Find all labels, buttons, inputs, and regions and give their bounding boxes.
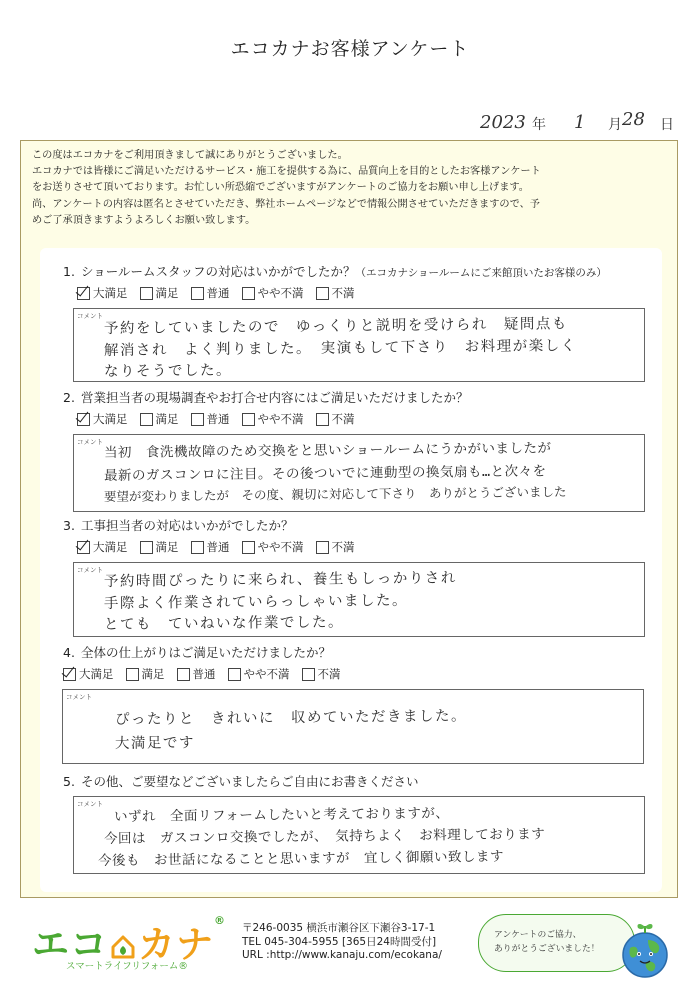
question-text: 営業担当者の現場調査やお打合せ内容にはご満足いただけましたか？ [80,390,469,405]
option-label: 大満足 [93,412,128,426]
logo-text-part1: エコ [32,923,108,966]
question-number: 3. [63,518,75,533]
comment-line: 今後も お世話になることと思いますが 宜しく御願い致します [97,848,505,869]
checkbox[interactable] [191,541,204,554]
question-2 [63,388,468,406]
comment-label: コメント [77,800,103,808]
comment-box-4[interactable] [62,689,644,764]
option-label: 満足 [155,412,179,426]
option-label: 普通 [206,412,230,426]
checkbox[interactable] [242,287,255,300]
option-label: 普通 [206,286,230,300]
date-month: 1 [574,112,586,133]
option-satisfied[interactable] [140,285,179,301]
date-month-unit: 月 [608,117,622,133]
option-label: 不満 [331,412,355,426]
company-address [242,922,442,963]
comment-line: 手際よく作業されていらっしゃいました。 [103,592,409,612]
intro-line: この度はエコカナをご利用頂きまして誠にありがとうございました。 [32,150,348,161]
comment-label: コメント [66,693,92,701]
date-day: 28 [622,109,645,130]
phone-line: TEL 045-304-5955 [365日24時間受付] [242,935,437,948]
question-number: 2. [63,390,75,405]
comment-box-5[interactable] [73,796,645,874]
logo-tagline: スマートライフリフォーム® [66,961,188,972]
checkbox[interactable] [140,287,153,300]
option-neutral[interactable] [177,666,216,682]
option-label: 不満 [331,286,355,300]
option-satisfied[interactable] [126,666,165,682]
question-number: 1. [63,264,75,279]
logo-registered-mark: ® [214,914,226,927]
house-icon [110,934,136,960]
rating-options-4 [63,666,341,682]
comment-line: 大満足です [114,735,196,752]
checkbox-checked[interactable] [63,668,76,681]
checkbox[interactable] [140,413,153,426]
intro-line: をお送りさせて頂いております。お忙しい所恐縮でございますがアンケートのご協力をお願い申し上げます。 [32,182,529,194]
page-title: エコカナお客様アンケート [230,38,470,60]
comment-line: 要望が変わりましたが その度、親切に対応して下さり ありがとうございました [103,484,567,504]
rating-options-1 [77,285,355,301]
option-somewhat-dissatisfied[interactable] [242,411,304,427]
option-label: やや不満 [257,540,304,554]
question-5 [63,772,418,790]
checkbox[interactable] [242,413,255,426]
checkbox-checked[interactable] [77,541,90,554]
intro-line: 尚、アンケートの内容は匿名とさせていただき、弊社ホームページなどで情報公開させていただきますので、予 [32,198,540,210]
comment-line: 今回は ガスコンロ交換でしたが、 気持ちよく お料理しております [103,826,546,847]
checkbox[interactable] [191,287,204,300]
intro-line: エコカナでは皆様にご満足いただけるサービス・施工を提供する為に、品質向上を目的としたお客様アンケート [32,166,541,178]
comment-label: コメント [77,438,103,446]
question-note: （エコカナショールームにご来館頂いたお客様のみ） [355,267,607,279]
thanks-line: アンケートのご協力、 [494,930,582,940]
question-1 [63,262,607,280]
comment-line: 最新のガスコンロに注目。その後ついでに連動型の換気扇も…と次々を [103,463,547,484]
checkbox[interactable] [316,287,329,300]
url-line[interactable]: URL :http://www.kanaju.com/ecokana/ [242,949,442,961]
comment-line: 予約時間ぴったりに来られ、養生もしっかりされ [103,570,457,590]
question-number: 4. [63,645,75,660]
question-3 [63,516,293,534]
option-neutral[interactable] [191,539,230,555]
option-dissatisfied[interactable] [316,411,355,427]
company-logo [32,914,232,974]
thanks-line: ありがとうございました！ [494,944,600,954]
checkbox[interactable] [140,541,153,554]
option-very-satisfied[interactable] [77,285,128,301]
option-somewhat-dissatisfied[interactable] [242,539,304,555]
option-label: やや不満 [243,667,290,681]
rating-options-3 [77,539,355,555]
option-label: 大満足 [93,540,128,554]
checkbox-checked[interactable] [77,287,90,300]
option-label: 満足 [155,540,179,554]
option-label: 満足 [155,286,179,300]
checkbox[interactable] [242,541,255,554]
comment-line: 解消され よく判りました。 実演もして下さり お料理が楽しく [103,338,577,359]
comment-line: 予約をしていましたので ゆっくりと説明を受けられ 疑問点も [103,316,568,337]
date-year: 2023 [480,112,526,133]
comment-label: コメント [77,312,103,320]
date-year-unit: 年 [532,117,546,133]
checkbox-checked[interactable] [77,413,90,426]
option-dissatisfied[interactable] [316,285,355,301]
comment-line: いずれ 全面リフォームしたいと考えておりますが、 [113,805,450,825]
checkbox[interactable] [191,413,204,426]
checkbox[interactable] [316,413,329,426]
comment-box-1[interactable] [73,308,645,382]
option-dissatisfied[interactable] [302,666,341,682]
option-neutral[interactable] [191,285,230,301]
option-label: やや不満 [257,412,304,426]
question-4 [63,643,331,661]
intro-line: めご了承頂きますようよろしくお願い致します。 [32,214,256,226]
option-neutral[interactable] [191,411,230,427]
option-satisfied[interactable] [140,539,179,555]
option-label: 不満 [317,667,341,681]
rating-options-2 [77,411,355,427]
comment-line: とても ていねいな作業でした。 [103,614,345,633]
question-text: 全体の仕上がりはご満足いただけましたか？ [80,645,331,660]
option-dissatisfied[interactable] [316,539,355,555]
comment-box-3[interactable] [73,562,645,637]
question-text: ショールームスタッフの対応はいかがでしたか？ [80,264,356,279]
address-line: 〒246-0035 横浜市瀬谷区下瀬谷3-17-1 [242,922,436,934]
option-label: やや不満 [257,286,304,300]
comment-label: コメント [77,566,103,574]
checkbox[interactable] [316,541,329,554]
option-satisfied[interactable] [140,411,179,427]
option-very-satisfied[interactable] [77,411,128,427]
option-label: 大満足 [79,667,114,681]
option-very-satisfied[interactable] [77,539,128,555]
option-label: 普通 [192,667,216,681]
logo-text-part2: カナ [138,923,214,966]
date-day-unit: 日 [660,117,674,133]
option-label: 不満 [331,540,355,554]
question-text: その他、ご要望などございましたらご自由にお書きください [80,774,419,789]
option-label: 満足 [141,667,165,681]
comment-line: ぴったりと きれいに 収めていただきました。 [114,708,468,728]
checkbox[interactable] [126,668,139,681]
date-line [470,109,680,134]
comment-line: 当初 食洗機故障のため交換をと思いショールームにうかがいましたが [103,440,552,461]
option-somewhat-dissatisfied[interactable] [228,666,290,682]
thanks-text [494,928,600,956]
option-very-satisfied[interactable] [63,666,114,682]
comment-line: なりそうでした。 [103,362,233,380]
checkbox[interactable] [177,668,190,681]
intro-text [32,148,672,229]
globe-mascot-icon [612,918,678,982]
option-label: 普通 [206,540,230,554]
option-somewhat-dissatisfied[interactable] [242,285,304,301]
option-label: 大満足 [93,286,128,300]
checkbox[interactable] [228,668,241,681]
question-text: 工事担当者の対応はいかがでしたか？ [80,518,294,533]
comment-box-2[interactable] [73,434,645,512]
checkbox[interactable] [302,668,315,681]
question-number: 5. [63,774,75,789]
